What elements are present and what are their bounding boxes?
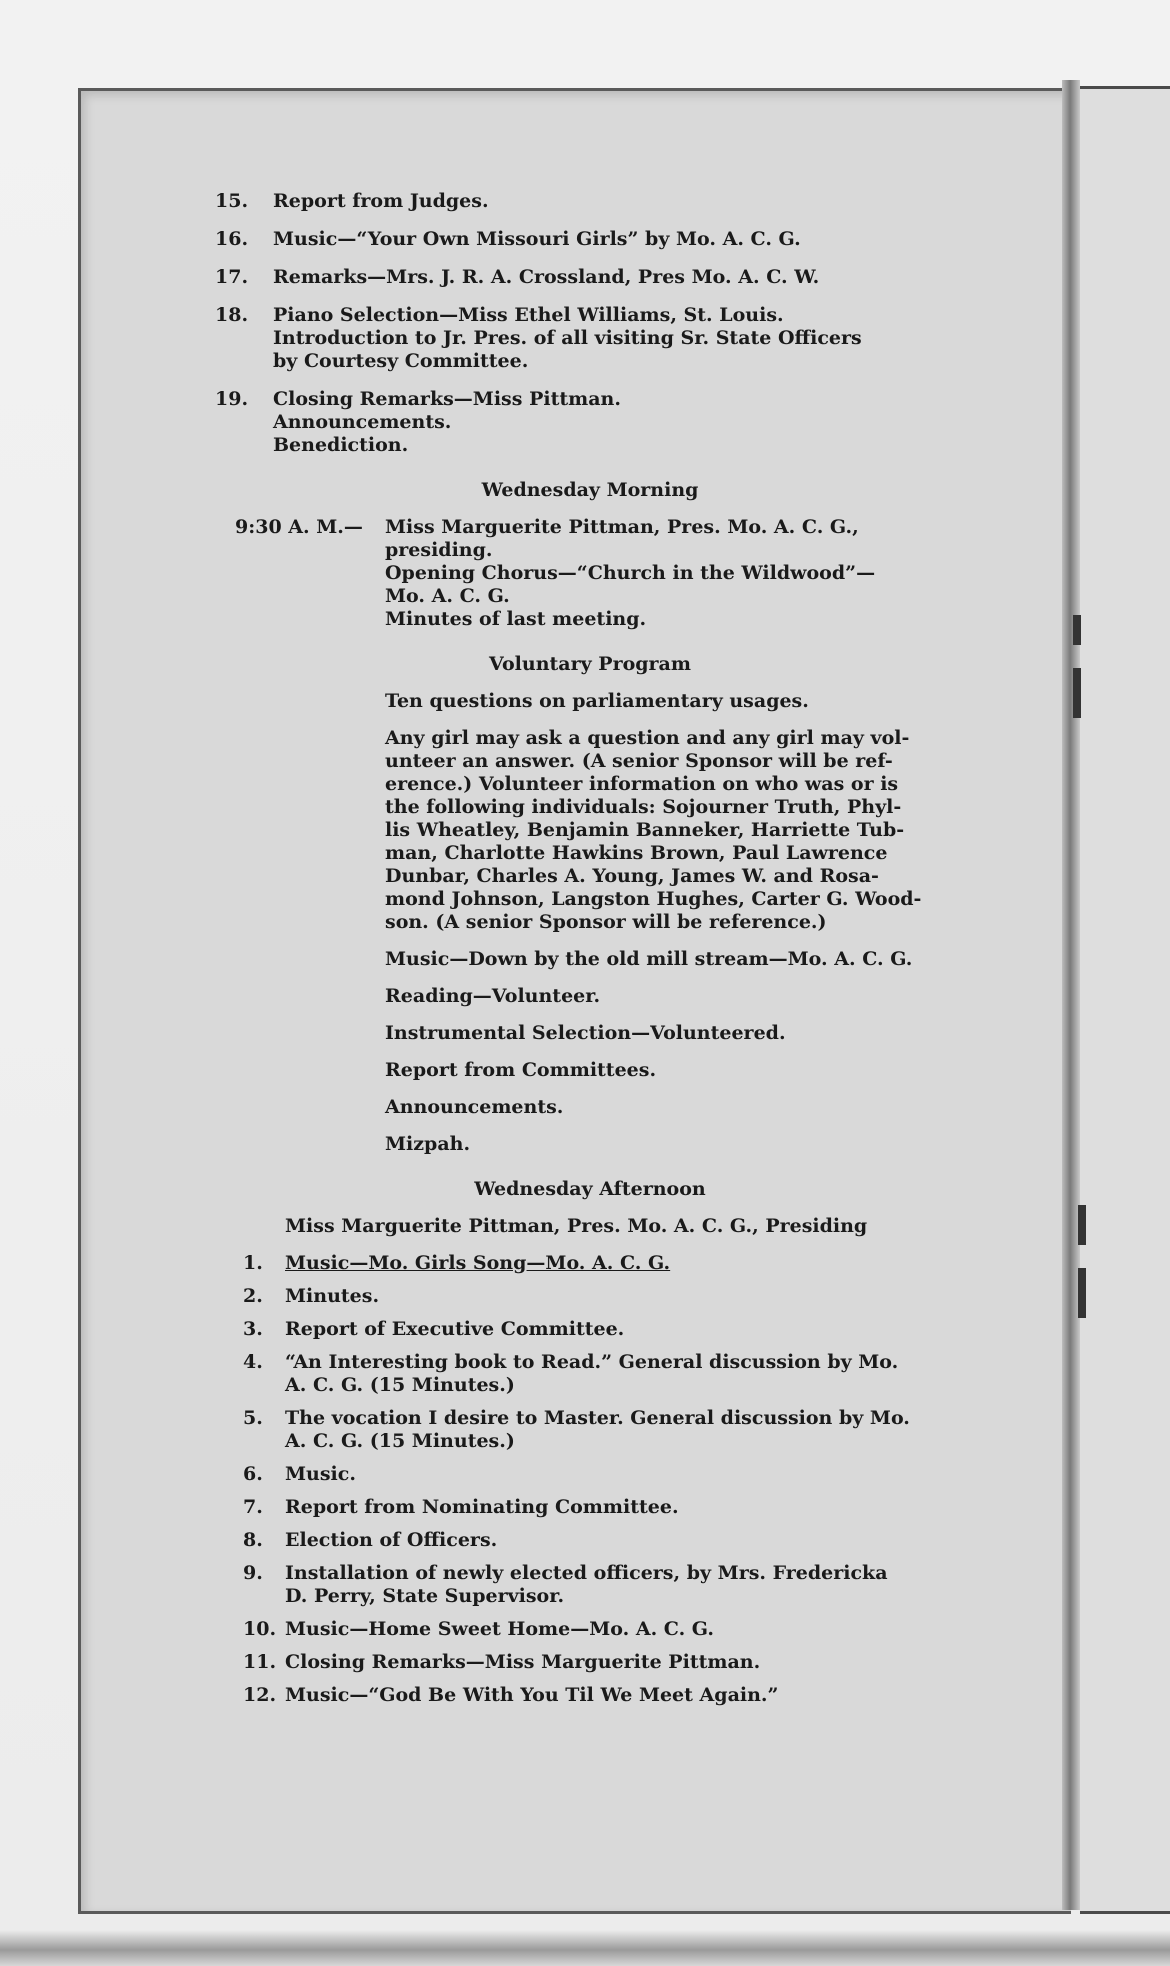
list-item bbox=[215, 1562, 965, 1608]
item-text: by Courtesy Committee. bbox=[273, 350, 529, 372]
heading-voluntary-program: Voluntary Program bbox=[489, 653, 691, 675]
list-item bbox=[215, 1351, 965, 1397]
book-gutter bbox=[1062, 80, 1080, 1910]
list-item bbox=[215, 1651, 965, 1674]
paragraph-line: lis Wheatley, Benjamin Banneker, Harriette Tub- bbox=[385, 819, 905, 841]
paragraph-line: man, Charlotte Hawkins Brown, Paul Lawrence bbox=[385, 842, 888, 864]
item-number: 17. bbox=[215, 266, 249, 288]
voluntary-entry: Report from Committees. bbox=[385, 1059, 657, 1081]
list-item bbox=[215, 228, 965, 251]
item-text: Music—“God Be With You Til We Meet Again.” bbox=[285, 1684, 779, 1706]
item-text: Music—Mo. Girls Song—Mo. A. C. G. bbox=[285, 1252, 671, 1274]
list-item bbox=[215, 1463, 965, 1486]
item-text: A. C. G. (15 Minutes.) bbox=[285, 1430, 515, 1452]
list-item bbox=[215, 1285, 965, 1308]
item-text: D. Perry, State Supervisor. bbox=[285, 1585, 565, 1607]
session-line: presiding. bbox=[385, 539, 493, 561]
item-text: Report of Executive Committee. bbox=[285, 1318, 625, 1340]
item-number: 18. bbox=[215, 304, 249, 326]
paragraph-line: mond Johnson, Langston Hughes, Carter G. Wood- bbox=[385, 888, 922, 910]
item-number: 19. bbox=[215, 388, 249, 410]
item-number: 15. bbox=[215, 190, 249, 212]
paragraph-line: erence.) Volunteer information on who was or is bbox=[385, 773, 899, 795]
session-line: Minutes of last meeting. bbox=[385, 608, 647, 630]
item-number: 2. bbox=[243, 1285, 263, 1307]
item-number: 4. bbox=[243, 1351, 263, 1373]
list-item bbox=[215, 1496, 965, 1519]
list-item bbox=[215, 304, 965, 373]
list-item bbox=[215, 1318, 965, 1341]
list-item bbox=[215, 266, 965, 289]
session-time: 9:30 A. M.— bbox=[235, 516, 363, 538]
item-text: Minutes. bbox=[285, 1285, 380, 1307]
voluntary-entry: Music—Down by the old mill stream—Mo. A. C. G. bbox=[385, 948, 913, 970]
binding-staple-mark bbox=[1073, 668, 1081, 718]
voluntary-entry: Announcements. bbox=[385, 1096, 564, 1118]
item-text: Announcements. bbox=[273, 411, 452, 433]
paragraph-line: the following individuals: Sojourner Truth, Phyl- bbox=[385, 796, 902, 818]
voluntary-intro: Ten questions on parliamentary usages. bbox=[385, 690, 809, 712]
voluntary-entry: Reading—Volunteer. bbox=[385, 985, 601, 1007]
session-line: Mo. A. C. G. bbox=[385, 585, 510, 607]
item-text: Music—“Your Own Missouri Girls” by Mo. A. C. G. bbox=[273, 228, 801, 250]
adjacent-page-edge bbox=[1080, 86, 1170, 1914]
item-number: 16. bbox=[215, 228, 249, 250]
item-number: 12. bbox=[243, 1684, 277, 1706]
binding-staple-mark bbox=[1078, 1205, 1086, 1245]
item-number: 5. bbox=[243, 1407, 263, 1429]
item-text: Piano Selection—Miss Ethel Williams, St. Louis. bbox=[273, 304, 784, 326]
session-line: Opening Chorus—“Church in the Wildwood”— bbox=[385, 562, 876, 584]
item-text: Report from Nominating Committee. bbox=[285, 1496, 679, 1518]
list-item bbox=[215, 1618, 965, 1641]
list-item bbox=[215, 1252, 965, 1275]
item-number: 10. bbox=[243, 1618, 277, 1640]
voluntary-entry: Instrumental Selection—Volunteered. bbox=[385, 1022, 786, 1044]
item-text: Music. bbox=[285, 1463, 356, 1485]
item-text: Election of Officers. bbox=[285, 1529, 498, 1551]
item-text: Benediction. bbox=[273, 434, 409, 456]
item-text: Installation of newly elected officers, by Mrs. Fredericka bbox=[285, 1562, 888, 1584]
paragraph-line: unteer an answer. (A senior Sponsor will be ref- bbox=[385, 750, 893, 772]
item-number: 9. bbox=[243, 1562, 263, 1584]
paragraph-line: Any girl may ask a question and any girl may vol- bbox=[385, 727, 910, 749]
list-item bbox=[215, 388, 965, 457]
item-text: Remarks—Mrs. J. R. A. Crossland, Pres Mo. A. C. W. bbox=[273, 266, 820, 288]
afternoon-items bbox=[215, 1252, 965, 1707]
heading-wednesday-afternoon: Wednesday Afternoon bbox=[474, 1178, 706, 1200]
item-text: A. C. G. (15 Minutes.) bbox=[285, 1374, 515, 1396]
morning-session bbox=[215, 516, 965, 631]
session-line: Miss Marguerite Pittman, Pres. Mo. A. C. G., bbox=[385, 516, 859, 538]
list-item bbox=[215, 1407, 965, 1453]
program-content bbox=[215, 190, 965, 1717]
item-text: The vocation I desire to Master. General discussion by Mo. bbox=[285, 1407, 910, 1429]
item-number: 11. bbox=[243, 1651, 277, 1673]
list-item bbox=[215, 1684, 965, 1707]
item-number: 7. bbox=[243, 1496, 263, 1518]
item-text: Introduction to Jr. Pres. of all visiting Sr. State Officers bbox=[273, 327, 862, 349]
paragraph-line: Dunbar, Charles A. Young, James W. and Rosa- bbox=[385, 865, 879, 887]
voluntary-entry: Mizpah. bbox=[385, 1133, 471, 1155]
heading-wednesday-morning: Wednesday Morning bbox=[481, 479, 699, 501]
item-text: Closing Remarks—Miss Marguerite Pittman. bbox=[285, 1651, 761, 1673]
item-number: 6. bbox=[243, 1463, 263, 1485]
item-text: Music—Home Sweet Home—Mo. A. C. G. bbox=[285, 1618, 714, 1640]
afternoon-presiding: Miss Marguerite Pittman, Pres. Mo. A. C. G., Presiding bbox=[285, 1215, 868, 1237]
list-item bbox=[215, 1529, 965, 1552]
section-items-15-19 bbox=[215, 190, 965, 457]
binding-staple-mark bbox=[1078, 1268, 1086, 1318]
item-text: Report from Judges. bbox=[273, 190, 489, 212]
list-item bbox=[215, 190, 965, 213]
binding-staple-mark bbox=[1073, 615, 1081, 645]
voluntary-paragraph bbox=[385, 727, 965, 934]
item-text: “An Interesting book to Read.” General discussion by Mo. bbox=[285, 1351, 899, 1373]
item-number: 1. bbox=[243, 1252, 263, 1274]
item-text: Closing Remarks—Miss Pittman. bbox=[273, 388, 621, 410]
paragraph-line: son. (A senior Sponsor will be reference.) bbox=[385, 911, 827, 933]
item-number: 8. bbox=[243, 1529, 263, 1551]
item-number: 3. bbox=[243, 1318, 263, 1340]
